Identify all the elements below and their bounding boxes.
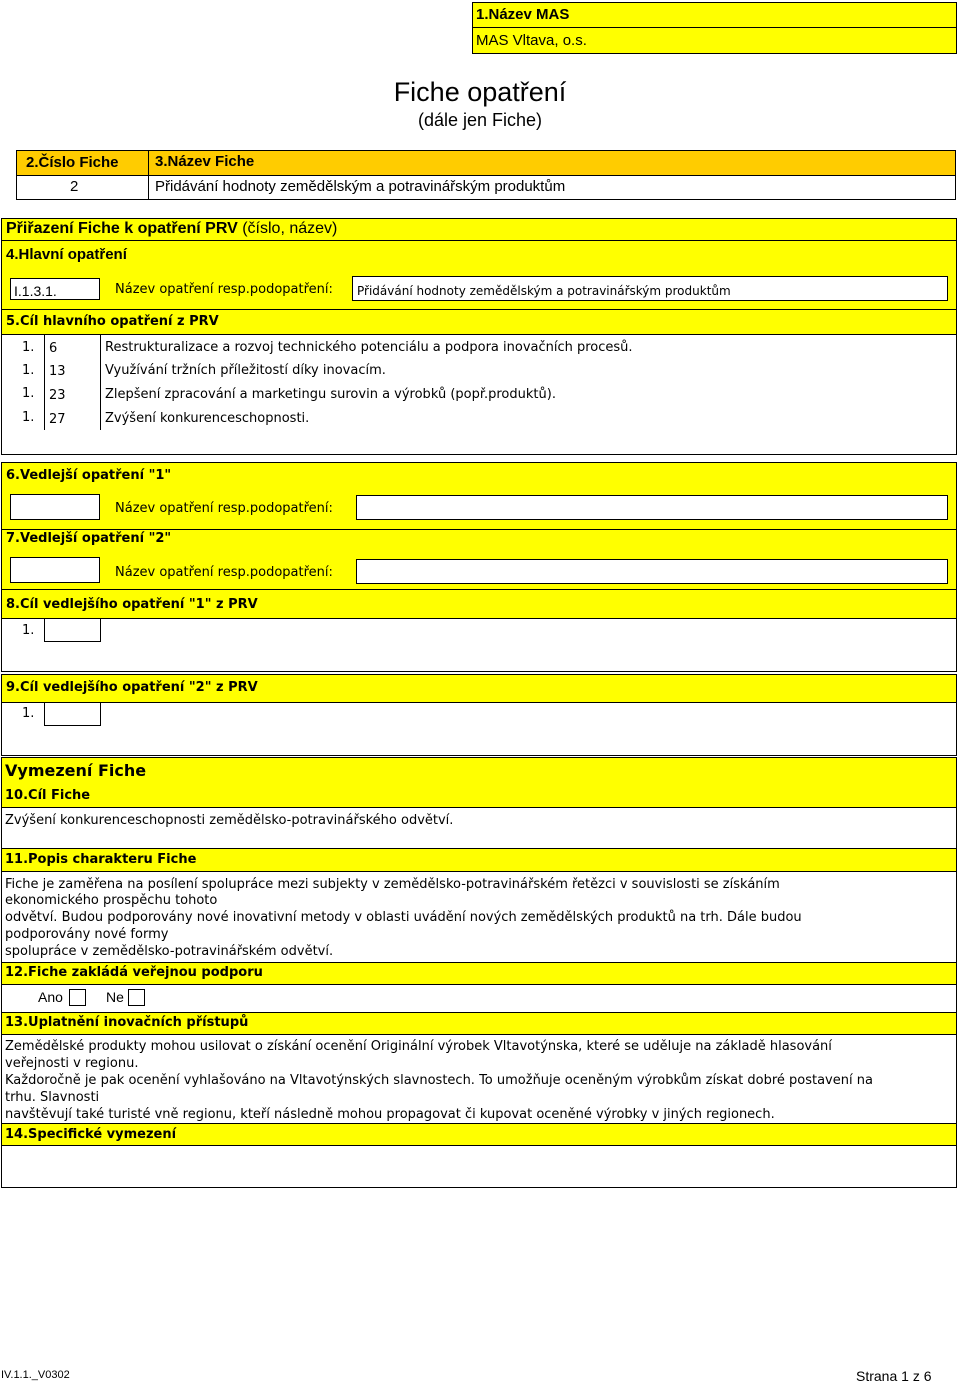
assign-heading-rest: (číslo, název)	[237, 220, 338, 237]
goal-item-prefix: 1.	[22, 410, 35, 425]
specific-label: 14.Specifické vymezení	[5, 1127, 177, 1142]
mas-divider	[472, 27, 957, 28]
mas-value: MAS Vltava, o.s.	[476, 32, 587, 49]
goal-item-text: Zlepšení zpracování a marketingu surovin a výrobků (popř.produktů).	[105, 387, 556, 402]
side-goal-2-list	[1, 702, 957, 756]
goal-item-text: Využívání tržních příležitostí díky inovacím.	[105, 363, 386, 378]
goal-item-num: 23	[49, 388, 66, 403]
side-measure-2-code-field[interactable]	[10, 557, 100, 583]
fiche-name-label: 3.Název Fiche	[155, 153, 255, 170]
side-goal-1-col2	[100, 618, 101, 642]
side-measure-2-name-field[interactable]	[356, 559, 948, 584]
public-support-no-label: Ne	[106, 989, 124, 1005]
goal-item-prefix: 1.	[22, 386, 35, 401]
side-goal-1-prefix: 1.	[22, 623, 35, 638]
popis-line: ekonomického prospěchu tohoto	[5, 893, 218, 908]
public-support-label: 12.Fiche zakládá veřejnou podporu	[5, 965, 263, 980]
popis-line: podporovány nové formy	[5, 927, 169, 942]
innovation-line: Každoročně je pak ocenění vyhlašováno na Vltavotýnských slavnostech. To umožňuje oceněným výrobkům získat dobré postavení na	[5, 1073, 873, 1088]
goal-item-num: 27	[49, 412, 66, 427]
public-support-yes-checkbox[interactable]	[69, 989, 86, 1006]
mas-label: 1.Název MAS	[476, 6, 570, 23]
side-goal-1-list	[1, 618, 957, 672]
main-measure-name-label: Název opatření resp.podopatření:	[115, 282, 333, 297]
main-measure-code: I.1.3.1.	[14, 283, 57, 299]
goal-text: Zvýšení konkurenceschopnosti zemědělsko-potravinářského odvětví.	[5, 813, 454, 828]
goal-item-text: Restrukturalizace a rozvoj technického potenciálu a podpora inovačních procesů.	[105, 340, 633, 355]
side-goal-2-row-line	[44, 725, 101, 726]
popis-line: Fiche je zaměřena na posílení spolupráce mezi subjekty v zemědělsko-potravinářském řetězci v souvislosti se získáním	[5, 877, 780, 892]
main-measure-name: Přidávání hodnoty zemědělským a potravinářským produktům	[357, 284, 731, 298]
popis-label: 11.Popis charakteru Fiche	[5, 852, 197, 867]
side-goal-2-col1	[44, 702, 45, 726]
side-measure-2-label: 7.Vedlejší opatření "2"	[6, 531, 172, 546]
goal-item-prefix: 1.	[22, 363, 35, 378]
main-goal-label: 5.Cíl hlavního opatření z PRV	[6, 314, 219, 329]
fiche-name-label-cell	[148, 150, 956, 176]
side-measure-1-label: 6.Vedlejší opatření "1"	[6, 468, 172, 483]
side-goal-1-row-line	[44, 641, 101, 642]
popis-line: odvětví. Budou podporovány nové inovativní metody v oblasti uvádění nových zemědělských produktů na trh. Dále budou	[5, 910, 802, 925]
fiche-name-value: Přidávání hodnoty zemědělským a potravinářským produktům	[155, 178, 566, 195]
assign-heading-bold: Přiřazení Fiche k opatření PRV	[6, 220, 238, 237]
page-subtitle: (dále jen Fiche)	[417, 110, 543, 130]
goal-item-text: Zvýšení konkurenceschopnosti.	[105, 411, 310, 426]
footer-code: IV.1.1._V0302	[1, 1369, 70, 1381]
goal-item-num: 13	[49, 364, 66, 379]
innovation-line: veřejnosti v regionu.	[5, 1056, 139, 1071]
main-goal-col1	[44, 334, 45, 430]
side-goal-2-label: 9.Cíl vedlejšího opatření "2" z PRV	[6, 680, 258, 695]
specific-text-box	[1, 1145, 957, 1188]
public-support-no-checkbox[interactable]	[128, 989, 145, 1006]
innovation-line: navštěvují také turisté vně regionu, kteří následně mohou propagovat či kupovat oceněné výrobky v jiných regionech.	[5, 1107, 775, 1122]
assign-heading	[6, 220, 337, 238]
goal-item-prefix: 1.	[22, 340, 35, 355]
innovation-line: Zemědělské produkty mohou usilovat o získání ocenění Originální výrobek Vltavotýnska, které se uděluje na základě hlasování	[5, 1039, 832, 1054]
page-title: Fiche opatření	[393, 77, 567, 107]
side-measure-1-name-label: Název opatření resp.podopatření:	[115, 501, 333, 516]
popis-line: spolupráce v zemědělsko-potravinářském odvětví.	[5, 944, 334, 959]
side-goal-1-col1	[44, 618, 45, 642]
side-goal-1-label: 8.Cíl vedlejšího opatření "1" z PRV	[6, 597, 258, 612]
side-measure-1-name-field[interactable]	[356, 495, 948, 520]
vymezeni-heading: Vymezení Fiche	[5, 761, 147, 780]
footer-page: Strana 1 z 6	[856, 1368, 932, 1384]
innovation-label: 13.Uplatnění inovačních přístupů	[5, 1015, 249, 1030]
main-goal-col2	[100, 334, 101, 430]
side-measure-1-code-field[interactable]	[10, 494, 100, 520]
goal-item-num: 6	[49, 341, 58, 356]
fiche-number-cell	[16, 175, 149, 200]
main-measure-label: 4.Hlavní opatření	[6, 246, 127, 263]
goal-label: 10.Cíl Fiche	[5, 788, 91, 803]
public-support-yes-label: Ano	[38, 989, 63, 1005]
side-goal-2-prefix: 1.	[22, 706, 35, 721]
fiche-number-value: 2	[70, 178, 79, 195]
fiche-number-label: 2.Číslo Fiche	[26, 154, 119, 171]
innovation-line: trhu. Slavnosti	[5, 1090, 100, 1105]
side-goal-2-col2	[100, 702, 101, 726]
side-measure-2-name-label: Název opatření resp.podopatření:	[115, 565, 333, 580]
